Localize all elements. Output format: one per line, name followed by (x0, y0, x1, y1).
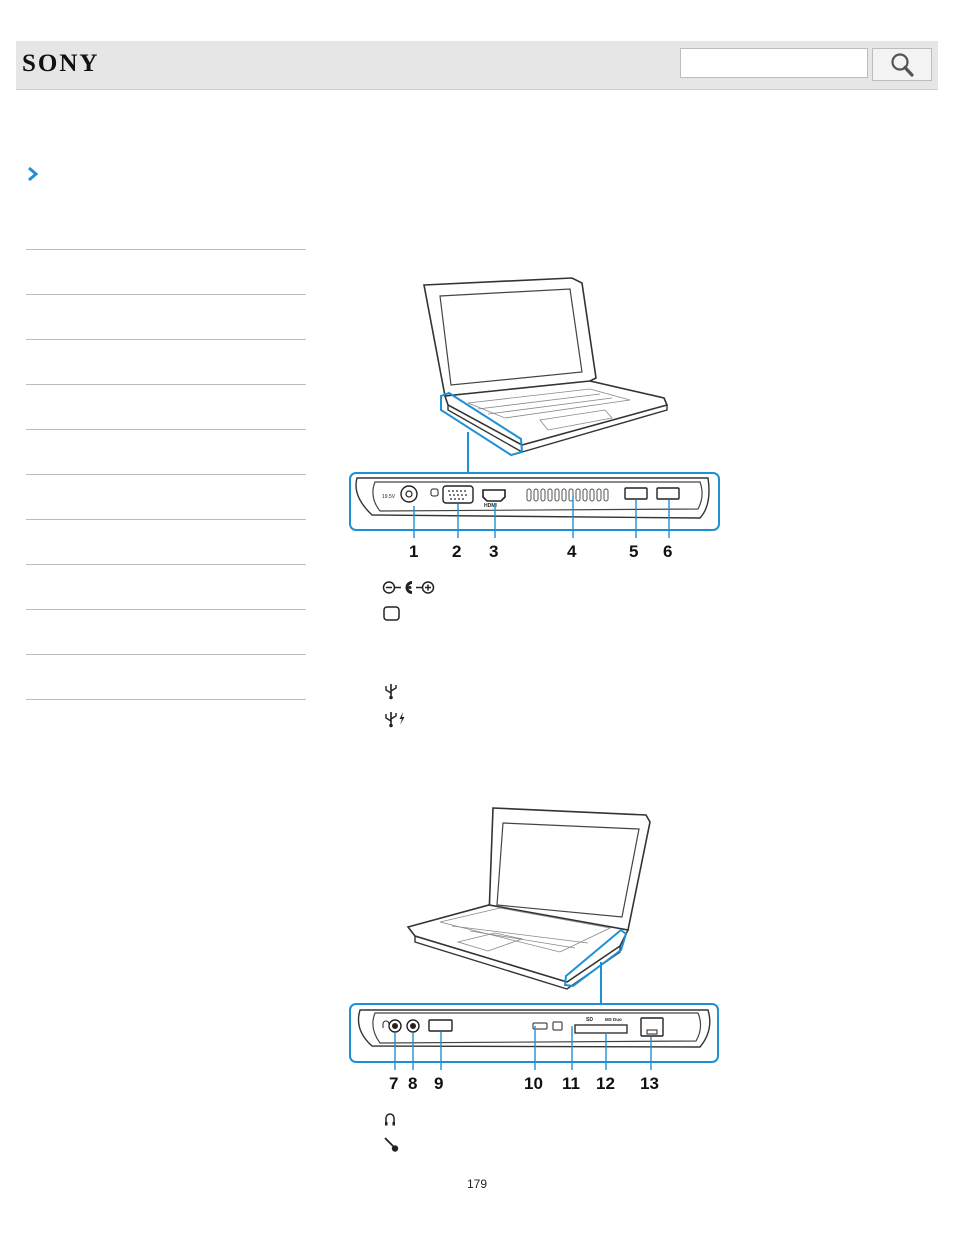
dc-in-voltage-marking: 19.5V (382, 494, 396, 500)
callout-label: 13 (640, 1074, 659, 1093)
sidenav-item[interactable] (26, 429, 306, 474)
breadcrumb-chevron-icon[interactable] (26, 166, 40, 182)
dc-in-polarity-icon (382, 579, 438, 596)
side-navigation (26, 249, 306, 700)
callout-label: 12 (596, 1074, 615, 1093)
search-input[interactable] (680, 48, 868, 78)
sidenav-item[interactable] (26, 654, 306, 700)
callout-label: 5 (629, 542, 639, 561)
ms-duo-slot-marking: MS Duo (605, 1017, 622, 1022)
callout-label: 11 (562, 1074, 580, 1093)
hdmi-marking: HDMI (484, 503, 497, 509)
headphones-icon (384, 1112, 396, 1127)
callout-label: 4 (567, 542, 577, 561)
sd-slot-marking: SD (586, 1017, 593, 1023)
sidenav-item[interactable] (26, 384, 306, 429)
callout-label: 10 (524, 1074, 543, 1093)
callout-label: 2 (452, 542, 462, 561)
callout-label: 8 (408, 1074, 418, 1093)
sidenav-item[interactable] (26, 474, 306, 519)
sidenav-item[interactable] (26, 609, 306, 654)
callout-label: 3 (489, 542, 499, 561)
search-button[interactable] (872, 48, 932, 81)
page-number: 179 (466, 1177, 488, 1191)
sidenav-item[interactable] (26, 294, 306, 339)
right-side-ports-diagram (340, 800, 730, 1100)
left-side-ports-diagram (340, 270, 730, 565)
sony-logo[interactable]: SONY (22, 50, 100, 77)
header-bar (16, 41, 938, 90)
sidenav-item[interactable] (26, 339, 306, 384)
sidenav-item[interactable] (26, 564, 306, 609)
search-icon (889, 52, 915, 78)
callout-label: 9 (434, 1074, 444, 1093)
monitor-port-icon (383, 606, 400, 621)
callout-label: 7 (389, 1074, 399, 1093)
callout-label: 1 (409, 542, 419, 561)
usb-icon (384, 682, 398, 700)
callout-label: 6 (663, 542, 673, 561)
sidenav-item[interactable] (26, 519, 306, 564)
usb-charge-icon (384, 710, 406, 728)
microphone-icon (384, 1137, 399, 1153)
sidenav-item[interactable] (26, 249, 306, 294)
